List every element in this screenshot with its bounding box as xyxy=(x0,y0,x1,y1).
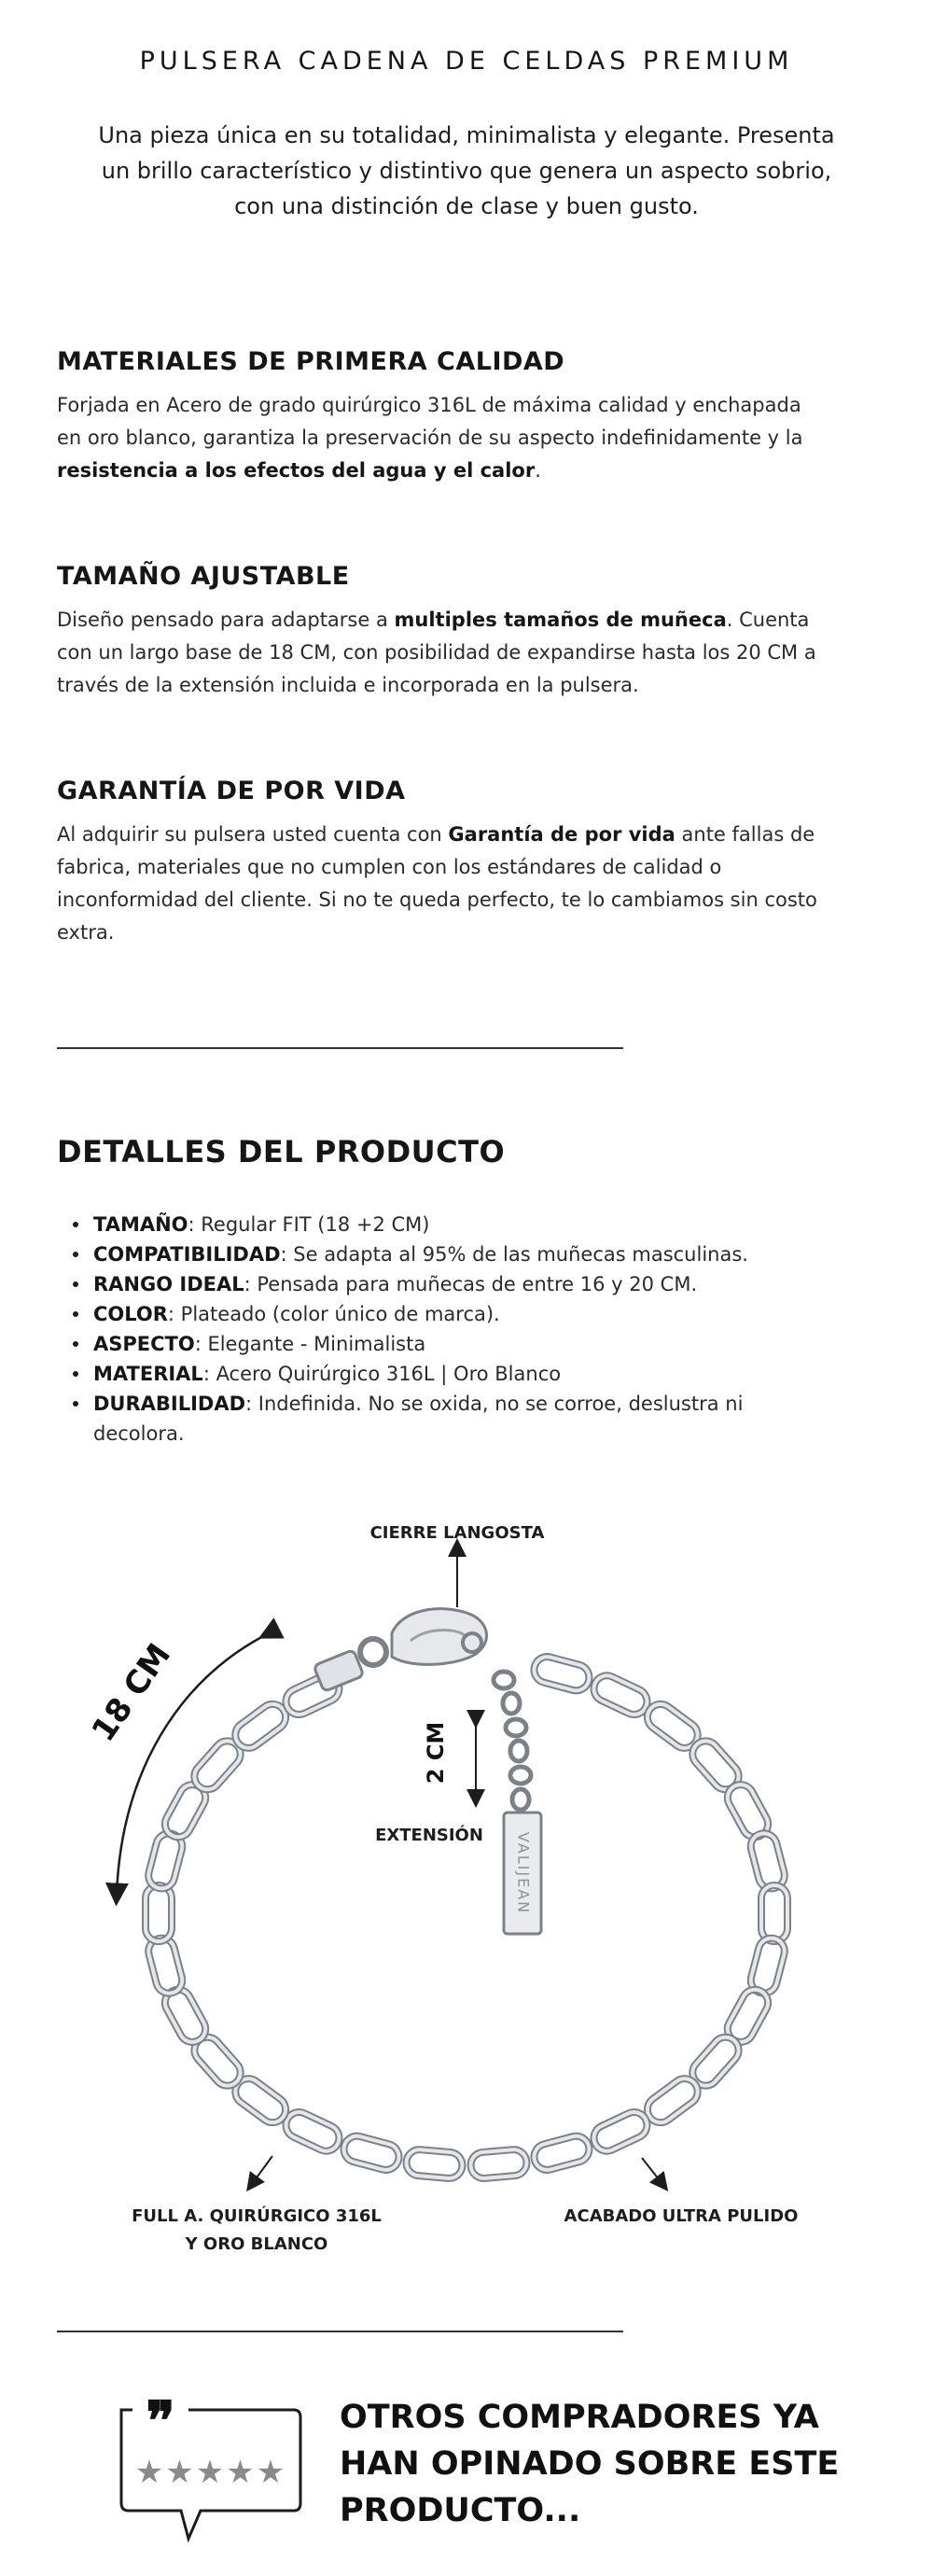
list-item: RANGO IDEAL: Pensada para muñecas de entre 16 y 20 CM. xyxy=(93,1269,821,1299)
list-item: COMPATIBILIDAD: Se adapta al 95% de las muñecas masculinas. xyxy=(93,1239,821,1269)
list-item: TAMAÑO: Regular FIT (18 +2 CM) xyxy=(93,1210,821,1239)
list-item: DURABILIDAD: Indefinida. No se oxida, no se corroe, deslustra ni decolora. xyxy=(93,1389,821,1449)
chain-link xyxy=(146,1885,172,1941)
section-size xyxy=(57,562,831,702)
reviews-title: OTROS COMPRADORES YA HAN OPINADO SOBRE ESTE PRODUCTO... xyxy=(340,2399,840,2529)
section-body: Forjada en Acero de grado quirúrgico 316L de máxima calidad y enchapada en oro blanco, garantiza la preservación de su aspecto indefinidamente y la resistencia a los efectos del agua y el calor. xyxy=(57,394,803,482)
lobster-clasp xyxy=(360,1609,486,1665)
material-arrow xyxy=(252,2156,272,2184)
list-item: COLOR: Plateado (color único de marca). xyxy=(93,1299,821,1329)
extension-label: EXTENSIÓN xyxy=(375,1826,483,1845)
section-warranty xyxy=(57,777,831,949)
brand-tag xyxy=(504,1813,541,1934)
details-list xyxy=(93,1210,821,1449)
intro-text: Una pieza única en su totalidad, minimalista y elegante. Presenta un brillo característico y distintivo que genera un aspecto sobrio, con una distinción de clase y buen gusto. xyxy=(98,122,835,219)
bracelet-illustration xyxy=(0,1503,933,2277)
section-heading: MATERIALES DE PRIMERA CALIDAD xyxy=(57,347,565,376)
chain-links xyxy=(146,1654,787,2179)
material-label: FULL A. QUIRÚRGICO 316L Y ORO BLANCO xyxy=(132,2206,382,2254)
chain-link-highlight xyxy=(748,1830,787,1891)
section-heading: GARANTÍA DE POR VIDA xyxy=(57,777,406,805)
list-item: ASPECTO: Elegante - Minimalista xyxy=(93,1329,821,1359)
extension-chain xyxy=(494,1672,531,1810)
chain-link-highlight xyxy=(146,1936,185,1996)
chain-link-highlight xyxy=(531,1654,592,1693)
finish-arrow xyxy=(642,2158,662,2184)
chain-link xyxy=(761,1885,787,1941)
section-body: Al adquirir su pulsera usted cuenta con Garantía de por vida ante fallas de fabrica, materiales que no cumplen con los estándares de calidad o inconformidad del cliente. Si no te queda perfecto, te lo cambiamos sin costo extra. xyxy=(57,823,817,944)
clasp-label: CIERRE LANGOSTA xyxy=(369,1523,545,1543)
finish-label: ACABADO ULTRA PULIDO xyxy=(564,2206,799,2226)
section-materials xyxy=(57,347,831,487)
review-bubble xyxy=(112,2399,308,2548)
chain-link-highlight xyxy=(531,2134,592,2173)
page-title: PULSERA CADENA DE CELDAS PREMIUM xyxy=(139,47,794,76)
length-label: 18 CM xyxy=(84,1636,179,1749)
divider xyxy=(57,1047,623,1049)
connector-sleeve xyxy=(313,1649,364,1691)
section-heading: TAMAÑO AJUSTABLE xyxy=(57,562,350,591)
list-item: MATERIAL: Acero Quirúrgico 316L | Oro Blanco xyxy=(93,1359,821,1389)
tag-text: VALIJEAN xyxy=(514,1831,533,1915)
bracelet-diagram xyxy=(0,1503,933,2277)
speech-bubble-icon xyxy=(112,2399,308,2548)
quote-icon: ❞ xyxy=(146,2399,175,2453)
details-title: DETALLES DEL PRODUCTO xyxy=(57,1134,506,1169)
section-body: Diseño pensado para adaptarse a multiples tamaños de muñeca. Cuenta con un largo base de 18 CM, con posibilidad de expandirse hasta los 20 CM a través de la extensión incluida e incorporada en la pulsera. xyxy=(57,609,816,696)
chain-link-highlight xyxy=(341,2134,401,2173)
divider xyxy=(57,2331,623,2332)
stars-icon: ★★★★★ xyxy=(134,2454,287,2491)
extension-size-label: 2 CM xyxy=(423,1721,449,1785)
